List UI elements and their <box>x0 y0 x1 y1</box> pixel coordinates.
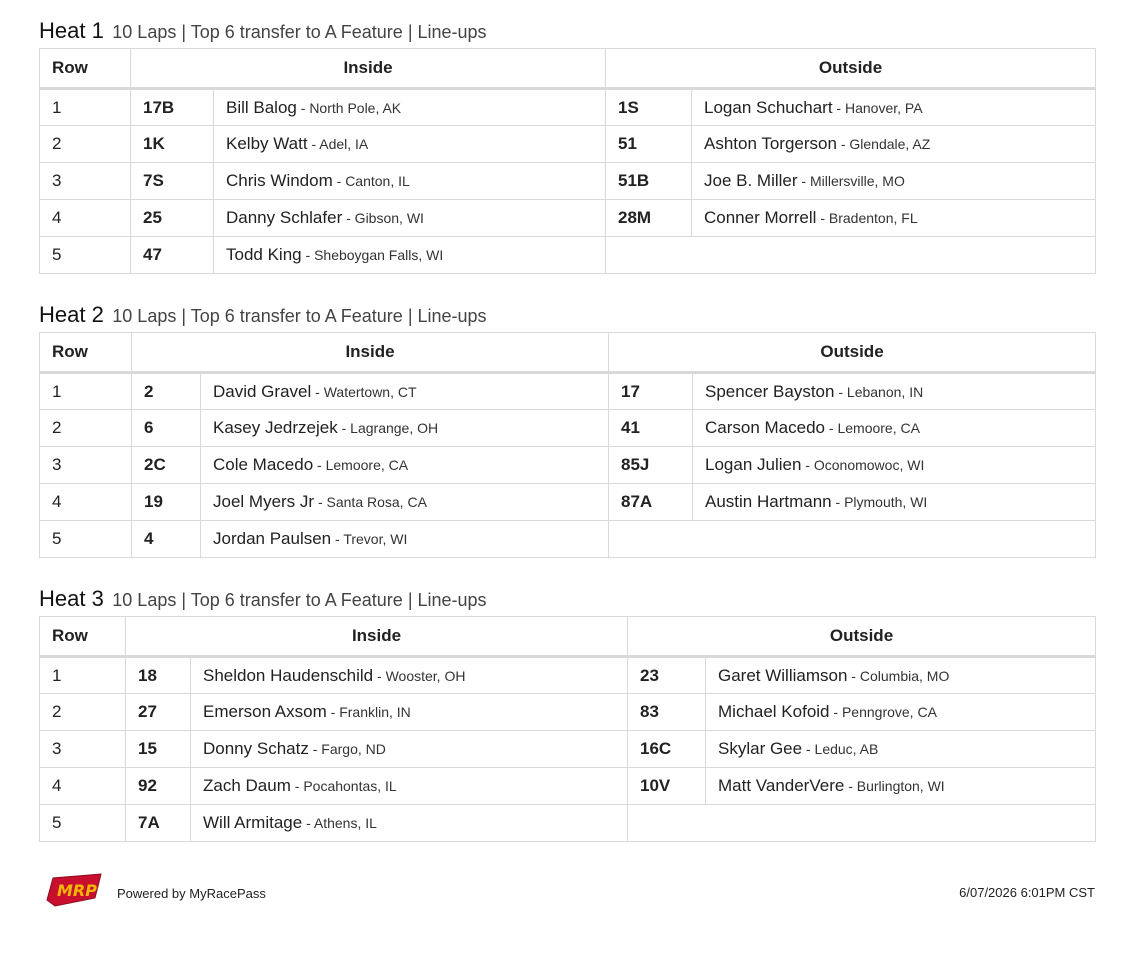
driver-hometown: - Athens, IL <box>302 815 377 831</box>
header-inside: Inside <box>132 333 609 373</box>
driver-hometown: - Santa Rosa, CA <box>314 494 427 510</box>
row-number: 4 <box>40 200 131 237</box>
table-row <box>40 200 1096 237</box>
heat-name: Heat 3 <box>39 586 104 611</box>
inside-driver-cell <box>214 163 606 200</box>
inside-car-number: 2C <box>132 447 201 484</box>
table-row <box>40 126 1096 163</box>
driver-name[interactable]: Chris Windom <box>226 171 333 190</box>
lineup-table <box>39 48 1096 274</box>
inside-car-number: 4 <box>132 521 201 558</box>
table-row <box>40 521 1096 558</box>
inside-car-number: 15 <box>126 731 191 768</box>
driver-name[interactable]: Emerson Axsom <box>203 702 327 721</box>
outside-car-number: 1S <box>606 89 692 126</box>
driver-name[interactable]: Carson Macedo <box>705 418 826 437</box>
row-number: 5 <box>40 237 131 274</box>
outside-driver-cell <box>693 447 1096 484</box>
table-row <box>40 731 1096 768</box>
outside-car-number: 83 <box>628 694 706 731</box>
inside-car-number: 25 <box>131 200 214 237</box>
header-outside: Outside <box>628 617 1096 657</box>
inside-car-number: 19 <box>132 484 201 521</box>
header-outside: Outside <box>609 333 1096 373</box>
heat-title <box>39 298 1095 332</box>
row-number: 1 <box>40 89 131 126</box>
heat-title <box>39 582 1095 616</box>
table-row <box>40 484 1096 521</box>
driver-hometown: - Columbia, MO <box>847 667 950 684</box>
driver-name[interactable]: Todd King <box>226 245 302 264</box>
driver-name[interactable]: Jordan Paulsen <box>213 529 332 548</box>
inside-driver-cell <box>214 89 606 126</box>
footer <box>39 866 1095 916</box>
inside-driver-cell <box>191 731 628 768</box>
table-row <box>40 657 1096 694</box>
driver-hometown: - Glendale, AZ <box>836 136 931 152</box>
row-number: 5 <box>40 521 132 558</box>
driver-hometown: - Hanover, PA <box>832 99 923 116</box>
row-number: 4 <box>40 484 132 521</box>
lineup-table <box>39 332 1096 558</box>
table-header-row <box>40 49 1096 89</box>
table-row <box>40 447 1096 484</box>
table-row <box>40 805 1096 842</box>
inside-driver-cell <box>191 657 628 694</box>
table-row <box>40 163 1096 200</box>
inside-driver-cell <box>201 373 609 410</box>
driver-name[interactable]: Conner Morrell <box>704 208 817 227</box>
heat-2-section <box>39 298 1095 558</box>
driver-name[interactable]: Danny Schlafer <box>226 208 343 227</box>
heat-title <box>39 14 1095 48</box>
outside-car-number: 85J <box>609 447 693 484</box>
driver-hometown: - Adel, IA <box>307 136 369 152</box>
lineup-table <box>39 616 1096 842</box>
outside-empty-cell <box>628 805 1096 842</box>
table-row <box>40 410 1096 447</box>
inside-driver-cell <box>191 768 628 805</box>
table-header-row <box>40 333 1096 373</box>
header-inside: Inside <box>131 49 606 89</box>
inside-driver-cell <box>191 694 628 731</box>
outside-driver-cell <box>706 657 1096 694</box>
table-row <box>40 373 1096 410</box>
row-number: 4 <box>40 768 126 805</box>
driver-name[interactable]: Matt VanderVere <box>718 776 845 795</box>
inside-car-number: 27 <box>126 694 191 731</box>
header-row: Row <box>40 49 131 89</box>
driver-hometown: - Lebanon, IN <box>834 383 924 400</box>
driver-hometown: - Trevor, WI <box>331 531 408 547</box>
row-number: 3 <box>40 731 126 768</box>
driver-name[interactable]: Austin Hartmann <box>705 492 832 511</box>
driver-name[interactable]: Zach Daum <box>203 776 291 795</box>
inside-driver-cell <box>201 447 609 484</box>
outside-driver-cell <box>693 484 1096 521</box>
header-row: Row <box>40 617 126 657</box>
driver-name[interactable]: Spencer Bayston <box>705 381 835 401</box>
inside-driver-cell <box>214 126 606 163</box>
table-row <box>40 694 1096 731</box>
row-number: 1 <box>40 657 126 694</box>
powered-by-link[interactable]: Powered by MyRacePass <box>117 886 266 901</box>
driver-hometown: - Watertown, CT <box>311 383 417 400</box>
driver-name[interactable]: Will Armitage <box>203 813 303 832</box>
driver-name[interactable]: Sheldon Haudenschild <box>203 665 374 685</box>
inside-car-number: 2 <box>132 373 201 410</box>
outside-driver-cell <box>693 410 1096 447</box>
driver-name[interactable]: Logan Julien <box>705 455 802 474</box>
driver-hometown: - Lemoore, CA <box>313 457 409 473</box>
driver-hometown: - Lagrange, OH <box>337 420 439 436</box>
row-number: 2 <box>40 410 132 447</box>
driver-hometown: - Canton, IL <box>332 173 410 189</box>
driver-hometown: - Pocahontas, IL <box>290 778 397 794</box>
outside-car-number: 87A <box>609 484 693 521</box>
logo-text: MRP <box>57 881 97 900</box>
driver-name[interactable]: Logan Schuchart <box>704 97 833 117</box>
header-outside: Outside <box>606 49 1096 89</box>
outside-car-number: 16C <box>628 731 706 768</box>
driver-name[interactable]: Joe B. Miller <box>704 171 798 190</box>
outside-driver-cell <box>692 89 1096 126</box>
outside-empty-cell <box>606 237 1096 274</box>
driver-name[interactable]: Skylar Gee <box>718 739 803 758</box>
outside-empty-cell <box>609 521 1096 558</box>
driver-hometown: - Leduc, AB <box>802 741 879 757</box>
outside-driver-cell <box>706 694 1096 731</box>
driver-name[interactable]: Joel Myers Jr <box>213 492 315 511</box>
driver-name[interactable]: Donny Schatz <box>203 739 309 758</box>
driver-hometown: - Burlington, WI <box>844 778 945 794</box>
driver-name[interactable]: Kasey Jedrzejek <box>213 418 338 437</box>
driver-hometown: - Plymouth, WI <box>831 494 928 510</box>
outside-car-number: 23 <box>628 657 706 694</box>
driver-name[interactable]: Cole Macedo <box>213 455 314 474</box>
table-row <box>40 89 1096 126</box>
driver-hometown: - Franklin, IN <box>326 704 411 720</box>
row-number: 3 <box>40 163 131 200</box>
driver-name[interactable]: Ashton Torgerson <box>704 134 837 153</box>
outside-car-number: 51 <box>606 126 692 163</box>
driver-hometown: - Millersville, MO <box>797 173 905 189</box>
driver-name[interactable]: Garet Williamson <box>718 665 848 685</box>
inside-driver-cell <box>201 410 609 447</box>
myracepass-logo[interactable] <box>43 870 105 912</box>
outside-driver-cell <box>693 373 1096 410</box>
heat-3-section <box>39 582 1095 842</box>
outside-car-number: 28M <box>606 200 692 237</box>
table-row <box>40 768 1096 805</box>
driver-hometown: - Wooster, OH <box>373 667 466 684</box>
inside-car-number: 7S <box>131 163 214 200</box>
outside-driver-cell <box>706 731 1096 768</box>
inside-car-number: 7A <box>126 805 191 842</box>
inside-car-number: 18 <box>126 657 191 694</box>
outside-car-number: 51B <box>606 163 692 200</box>
driver-name[interactable]: Kelby Watt <box>226 134 308 153</box>
inside-driver-cell <box>201 484 609 521</box>
row-number: 1 <box>40 373 132 410</box>
driver-hometown: - Fargo, ND <box>308 741 386 757</box>
heat-subtitle: 10 Laps | Top 6 transfer to A Feature | Line-ups <box>112 590 487 610</box>
header-row: Row <box>40 333 132 373</box>
heat-name: Heat 1 <box>39 18 104 43</box>
inside-driver-cell <box>214 237 606 274</box>
outside-driver-cell <box>706 768 1096 805</box>
row-number: 2 <box>40 694 126 731</box>
outside-driver-cell <box>692 126 1096 163</box>
inside-car-number: 6 <box>132 410 201 447</box>
row-number: 2 <box>40 126 131 163</box>
driver-hometown: - Penngrove, CA <box>829 704 937 720</box>
outside-driver-cell <box>692 163 1096 200</box>
outside-car-number: 17 <box>609 373 693 410</box>
driver-hometown: - Gibson, WI <box>342 210 424 226</box>
driver-hometown: - Oconomowoc, WI <box>801 457 925 473</box>
heat-subtitle: 10 Laps | Top 6 transfer to A Feature | Line-ups <box>112 22 487 42</box>
table-header-row <box>40 617 1096 657</box>
driver-hometown: - Lemoore, CA <box>825 420 920 436</box>
table-row <box>40 237 1096 274</box>
driver-name[interactable]: David Gravel <box>213 381 312 401</box>
timestamp: 6/07/2026 6:01PM CST <box>959 885 1095 900</box>
driver-hometown: - North Pole, AK <box>296 99 402 116</box>
inside-driver-cell <box>201 521 609 558</box>
driver-hometown: - Bradenton, FL <box>816 210 918 226</box>
inside-driver-cell <box>191 805 628 842</box>
row-number: 3 <box>40 447 132 484</box>
inside-car-number: 92 <box>126 768 191 805</box>
heat-subtitle: 10 Laps | Top 6 transfer to A Feature | Line-ups <box>112 306 487 326</box>
outside-car-number: 41 <box>609 410 693 447</box>
heat-name: Heat 2 <box>39 302 104 327</box>
inside-driver-cell <box>214 200 606 237</box>
driver-name[interactable]: Michael Kofoid <box>718 702 830 721</box>
row-number: 5 <box>40 805 126 842</box>
outside-car-number: 10V <box>628 768 706 805</box>
header-inside: Inside <box>126 617 628 657</box>
outside-driver-cell <box>692 200 1096 237</box>
inside-car-number: 17B <box>131 89 214 126</box>
driver-name[interactable]: Bill Balog <box>226 97 297 117</box>
inside-car-number: 1K <box>131 126 214 163</box>
heat-1-section <box>39 14 1095 274</box>
inside-car-number: 47 <box>131 237 214 274</box>
driver-hometown: - Sheboygan Falls, WI <box>301 247 444 263</box>
